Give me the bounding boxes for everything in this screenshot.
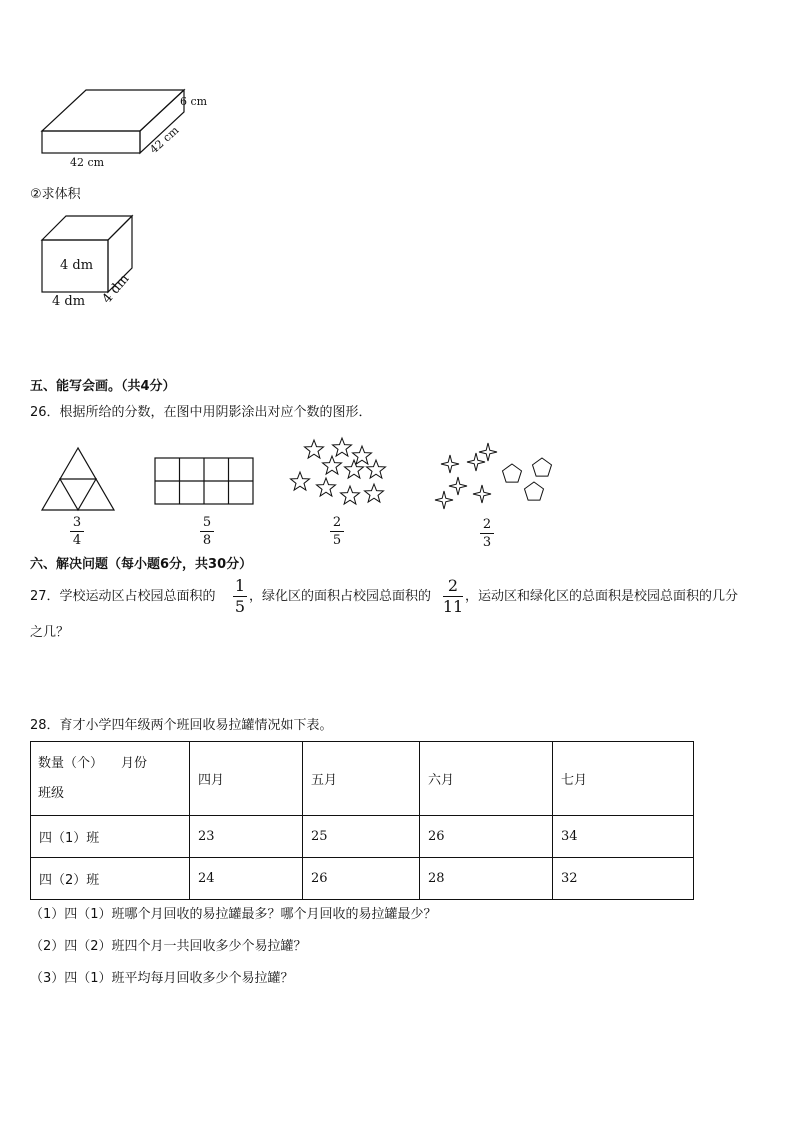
section-6-heading: 六、解决问题（每小题6分，共30分） bbox=[30, 557, 253, 572]
value-cell: 25 bbox=[303, 816, 420, 858]
class-cell: 四（1）班 bbox=[31, 816, 190, 858]
star-icon bbox=[323, 456, 342, 474]
question-28-sub-2: （2）四（2）班四个月一共回收多少个易拉罐？ bbox=[30, 939, 307, 954]
cube-width-label: 4 dm bbox=[52, 294, 86, 309]
sparkle-icon bbox=[435, 491, 453, 509]
star-icon bbox=[291, 472, 310, 490]
question-27-part4: 之几？ bbox=[30, 625, 70, 640]
star-icon bbox=[353, 446, 372, 464]
table-header-row bbox=[31, 742, 694, 816]
value-cell: 26 bbox=[420, 816, 553, 858]
sparkle-icon bbox=[473, 485, 491, 503]
triangle-figure bbox=[40, 446, 116, 512]
cube-front-label: 4 dm bbox=[60, 258, 94, 273]
stars-figure bbox=[286, 436, 390, 516]
star-icon bbox=[365, 484, 384, 502]
value-cell: 24 bbox=[190, 858, 303, 900]
corner-month-label: 月份 bbox=[121, 756, 148, 771]
pentagon-icon bbox=[503, 464, 522, 482]
cube-depth-label: 4 dm bbox=[99, 271, 133, 307]
corner-quantity-label: 数量（个） bbox=[38, 756, 104, 771]
fraction-1-5: 1 5 bbox=[234, 576, 246, 616]
cube-figure bbox=[30, 212, 140, 312]
subtask-2-label: ②求体积 bbox=[30, 187, 81, 202]
value-cell: 34 bbox=[553, 816, 694, 858]
sparkle-icon bbox=[449, 477, 467, 495]
question-28-sub-3: （3）四（1）班平均每月回收多少个易拉罐？ bbox=[30, 971, 294, 986]
sparkle-icon bbox=[467, 453, 485, 471]
pentagon-icon bbox=[533, 458, 552, 476]
star-icon bbox=[317, 478, 336, 496]
sparkles-pentagons-figure bbox=[432, 440, 562, 516]
month-header: 六月 bbox=[420, 742, 553, 816]
value-cell: 26 bbox=[303, 858, 420, 900]
corner-class-label: 班级 bbox=[38, 786, 65, 801]
star-icon bbox=[341, 486, 360, 504]
value-cell: 32 bbox=[553, 858, 694, 900]
question-28-text: 28．育才小学四年级两个班回收易拉罐情况如下表。 bbox=[30, 718, 333, 733]
fraction-2-5: 2 5 bbox=[330, 515, 344, 548]
question-28-sub-1: （1）四（1）班哪个月回收的易拉罐最多？哪个月回收的易拉罐最少？ bbox=[30, 907, 437, 922]
month-header: 七月 bbox=[553, 742, 694, 816]
value-cell: 28 bbox=[420, 858, 553, 900]
table-corner-cell bbox=[31, 742, 190, 816]
cuboid-depth-label: 42 cm bbox=[147, 123, 182, 157]
class-cell: 四（2）班 bbox=[31, 858, 190, 900]
star-icon bbox=[345, 460, 364, 478]
cuboid-height-label: 6 cm bbox=[180, 95, 208, 108]
star-icon bbox=[367, 460, 386, 478]
table-row bbox=[31, 816, 694, 858]
star-icon bbox=[333, 438, 352, 456]
question-27-part2: ，绿化区的面积占校园总面积的 bbox=[249, 589, 432, 604]
fraction-3-4: 3 4 bbox=[70, 515, 84, 548]
cuboid-figure bbox=[30, 86, 220, 170]
sparkle-icon bbox=[479, 443, 497, 461]
rectangle-grid-figure bbox=[154, 457, 254, 505]
month-header: 四月 bbox=[190, 742, 303, 816]
section-5-heading: 五、能写会画。（共4分） bbox=[30, 379, 176, 394]
sparkle-icon bbox=[441, 455, 459, 473]
table-row bbox=[31, 858, 694, 900]
question-27-part3: ，运动区和绿化区的总面积是校园总面积的几分 bbox=[465, 589, 739, 604]
pentagon-icon bbox=[525, 482, 544, 500]
cuboid-width-label: 42 cm bbox=[70, 156, 105, 169]
star-icon bbox=[305, 440, 324, 458]
fraction-2-11: 2 11 bbox=[442, 576, 464, 616]
question-26-text: 26．根据所给的分数，在图中用阴影涂出对应个数的图形． bbox=[30, 405, 372, 420]
question-27-part1: 27．学校运动区占校园总面积的 bbox=[30, 589, 216, 604]
fraction-2-3: 2 3 bbox=[480, 517, 494, 550]
recycling-table bbox=[30, 741, 694, 900]
value-cell: 23 bbox=[190, 816, 303, 858]
month-header: 五月 bbox=[303, 742, 420, 816]
fraction-5-8: 5 8 bbox=[200, 515, 214, 548]
